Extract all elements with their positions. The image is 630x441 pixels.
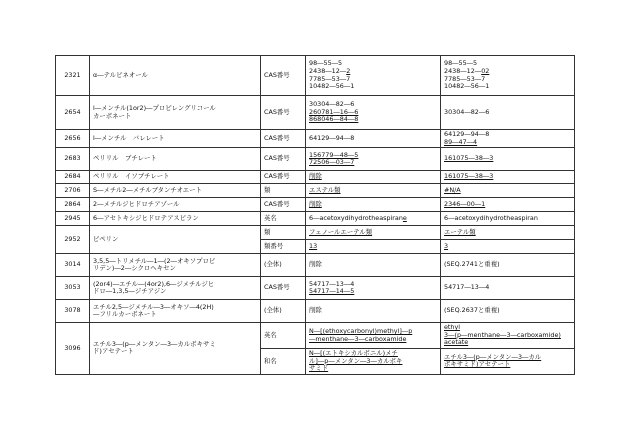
cell-text-underlined: 868046―84―8 [309, 115, 359, 124]
substance-name-cell [90, 96, 261, 130]
substance-name-cell [90, 212, 261, 226]
before-value-cell [306, 300, 441, 323]
cell-text: 7785―53―7 [444, 74, 486, 83]
cell-line [309, 336, 437, 344]
substance-name-line: ド)アセテート [93, 347, 134, 356]
cell-text: 6―acetoxydihydrotheaspiran [309, 213, 403, 222]
cell-text: 54717―13―4 [309, 279, 355, 288]
cell-line [444, 187, 571, 195]
cell-line [309, 288, 437, 296]
cell-text: 64129―94―8 [309, 133, 355, 142]
seq-number-cell: 3014 [56, 254, 90, 277]
table-body [56, 56, 575, 375]
seq-number-cell: 2684 [56, 171, 90, 184]
item-label-cell: 英名 [261, 212, 306, 226]
after-value-cell [441, 96, 575, 130]
cell-text-underlined: N―[(ethoxycarbonyl)methyl]―p [309, 326, 413, 335]
seq-number-cell: 2952 [56, 226, 90, 254]
cell-text: 10482―56―1 [309, 82, 355, 91]
before-value-cell [306, 348, 441, 374]
substance-name-cell [90, 300, 261, 323]
cell-text: (SEQ.2637と重複) [444, 306, 500, 315]
cell-text-underlined: サミド [309, 364, 329, 373]
before-value-cell [306, 212, 441, 226]
cell-text-underlined: #N/A [444, 185, 461, 194]
after-value-cell [441, 348, 575, 374]
cell-text: 2438―12― [309, 66, 347, 75]
before-value-cell [306, 148, 441, 171]
item-label-cell: 類 [261, 226, 306, 240]
substance-name-line: 6―アセトキシジヒドロテアスピラン [93, 213, 199, 222]
after-value-cell [441, 148, 575, 171]
substance-name-line: ペリリル ブチレート [93, 154, 157, 163]
cell-text-underlined: ―menthane―3―carboxamide [309, 334, 407, 343]
cell-line [309, 229, 437, 237]
after-value-cell [441, 323, 575, 349]
substance-name-cell [90, 198, 261, 212]
cell-text-underlined: ル]―p―メンタン―3―カルボキ [309, 356, 403, 365]
substance-name-line: リデン)―2―シクロヘキセン [93, 264, 176, 273]
cell-text-underlined: 3―(p―menthane―3―carboxamide) [444, 330, 561, 339]
cell-line [309, 83, 437, 91]
cell-text: (SEQ.2741と重複) [444, 260, 500, 269]
before-value-cell [306, 171, 441, 184]
cell-line [309, 365, 437, 373]
item-label-cell: 類 [261, 184, 306, 198]
cell-text-underlined: 161075―38―3 [444, 172, 494, 181]
cell-line [444, 155, 571, 163]
cell-line [309, 173, 437, 181]
table-row [56, 130, 575, 148]
seq-number-cell: 2945 [56, 212, 90, 226]
cell-line [444, 361, 571, 369]
substance-name-cell [90, 171, 261, 184]
before-value-cell [306, 226, 441, 240]
cell-text-underlined: エステル類 [309, 185, 341, 194]
seq-number-cell: 2656 [56, 130, 90, 148]
cell-text-underlined: エチル3―(p―メンタン―3―カル [444, 352, 542, 361]
cell-text-underlined: エーテル類 [444, 227, 476, 236]
table-row [56, 226, 575, 240]
cell-text: 54717―13―4 [444, 283, 490, 292]
after-value-cell [441, 130, 575, 148]
table-row [56, 212, 575, 226]
table-row [56, 277, 575, 300]
substance-name-cell [90, 323, 261, 375]
correction-table-page [55, 55, 574, 375]
cell-line [444, 139, 571, 147]
item-label-cell: CAS番号 [261, 96, 306, 130]
item-label-cell: CAS番号 [261, 148, 306, 171]
cell-text-underlined: フェノールエーテル類 [309, 227, 373, 236]
cell-line [309, 116, 437, 124]
substance-name-cell [90, 148, 261, 171]
cell-text: 削除 [309, 260, 322, 269]
cell-line [309, 358, 437, 366]
after-value-cell [441, 212, 575, 226]
seq-number-cell: 2683 [56, 148, 90, 171]
before-value-cell [306, 254, 441, 277]
seq-number-cell: 2321 [56, 56, 90, 96]
after-value-cell [441, 198, 575, 212]
substance-name-line: l―メンチル バレレート [93, 133, 165, 142]
item-label-cell: CAS番号 [261, 198, 306, 212]
cell-text-underlined: 2346―00―1 [444, 199, 486, 208]
substance-name-cell [90, 277, 261, 300]
seq-number-cell: 2864 [56, 198, 90, 212]
substance-name-line: ―フリルカーボネート [93, 310, 157, 319]
cell-line [444, 83, 571, 91]
before-value-cell [306, 130, 441, 148]
cell-text-underlined: acetate [444, 338, 469, 347]
cell-text-underlined: 156779―48―5 [309, 150, 359, 159]
table-row [56, 148, 575, 171]
cell-text-underlined: ethyl [444, 323, 461, 332]
substance-name-line: S―メチル2―メチルブタンチオエート [93, 185, 202, 194]
before-value-cell [306, 277, 441, 300]
cell-text-underlined: 13 [309, 241, 318, 250]
table-row [56, 56, 575, 96]
substance-name-cell [90, 184, 261, 198]
table-row [56, 171, 575, 184]
cell-text-underlined: 54717―14―5 [309, 287, 355, 296]
cell-text: 30304―82―6 [309, 100, 355, 109]
item-label-cell: 和名 [261, 348, 306, 374]
cell-line [309, 187, 437, 195]
cell-line [309, 135, 437, 143]
item-label-cell: CAS番号 [261, 277, 306, 300]
cell-line [444, 201, 571, 209]
substance-name-line: ピペリン [93, 234, 119, 243]
cell-line [444, 229, 571, 237]
cell-text-underlined: 260781―16―6 [309, 107, 359, 116]
cell-line [444, 215, 571, 223]
table-row [56, 198, 575, 212]
substance-name-line: 2―メチルジヒドロチアゾール [93, 199, 180, 208]
substance-name-line: エチル2,5―ジメチル―3―オキソ―4(2H) [93, 302, 214, 311]
after-value-cell [441, 184, 575, 198]
cell-line [309, 159, 437, 167]
cell-text-underlined: 2 [346, 66, 351, 75]
after-value-cell [441, 56, 575, 96]
after-value-cell [441, 300, 575, 323]
cell-line [444, 339, 571, 347]
substance-name-cell [90, 56, 261, 96]
table-row [56, 96, 575, 130]
cell-text: 98―55―5 [309, 59, 343, 68]
cell-text-underlined: 161075―38―3 [444, 154, 494, 163]
cell-text: 10482―56―1 [444, 82, 490, 91]
cell-text: 6―acetoxydihydrotheaspiran [444, 213, 538, 222]
cell-text: 2438―12― [444, 66, 482, 75]
before-value-cell [306, 184, 441, 198]
cell-text-underlined: 3 [444, 241, 449, 250]
cell-line [309, 261, 437, 269]
substance-name-line: エチル3―(p―メンタン―3―カルボキサミ [93, 339, 216, 348]
substance-name-cell [90, 226, 261, 254]
substance-name-line: カーボネート [93, 111, 132, 120]
cell-line [444, 173, 571, 181]
table-row [56, 300, 575, 323]
item-label-cell: (全体) [261, 300, 306, 323]
substance-name-cell [90, 254, 261, 277]
cell-text: 64129―94―8 [444, 130, 490, 138]
cell-text-underlined: 削除 [309, 199, 322, 208]
before-value-cell [306, 96, 441, 130]
cell-text-underlined: 02 [481, 66, 490, 75]
table-row [56, 323, 575, 349]
item-label-cell: 類番号 [261, 240, 306, 254]
before-value-cell [306, 198, 441, 212]
cell-text-underlined: e [402, 213, 407, 222]
seq-number-cell: 2706 [56, 184, 90, 198]
cell-line [444, 243, 571, 251]
after-value-cell [441, 254, 575, 277]
cell-text: 98―55―5 [444, 59, 478, 68]
seq-number-cell: 3096 [56, 323, 90, 375]
seq-number-cell: 3053 [56, 277, 90, 300]
cell-line [309, 215, 437, 223]
item-label-cell: (全体) [261, 254, 306, 277]
substance-name-line: ドロ―1,3,5―ジチアジン [93, 287, 167, 296]
cell-text-underlined: 削除 [309, 172, 322, 181]
cell-text-underlined: 89―47―4 [444, 137, 478, 146]
substance-name-line: (2or4)―エチル―(4or2),6―ジメチルジヒ [93, 279, 215, 288]
before-value-cell [306, 323, 441, 349]
cell-line [444, 307, 571, 315]
item-label-cell: CAS番号 [261, 171, 306, 184]
correction-table [55, 55, 575, 375]
seq-number-cell: 2654 [56, 96, 90, 130]
item-label-cell: 英名 [261, 323, 306, 349]
cell-line [309, 307, 437, 315]
substance-name-line: ペリリル イソブチレート [93, 172, 170, 181]
item-label-cell: CAS番号 [261, 130, 306, 148]
cell-text-underlined: N―[(エトキシカルボニル)メチ [309, 348, 398, 357]
cell-text: 7785―53―7 [309, 74, 351, 83]
cell-line [309, 243, 437, 251]
after-value-cell [441, 277, 575, 300]
seq-number-cell: 3078 [56, 300, 90, 323]
cell-line [309, 201, 437, 209]
cell-line [444, 284, 571, 292]
item-label-cell: CAS番号 [261, 56, 306, 96]
cell-line [444, 109, 571, 117]
table-row [56, 184, 575, 198]
after-value-cell [441, 226, 575, 240]
cell-text: 削除 [309, 306, 322, 315]
after-value-cell [441, 171, 575, 184]
cell-text: 30304―82―6 [444, 107, 490, 116]
before-value-cell [306, 56, 441, 96]
cell-line [444, 261, 571, 269]
cell-text-underlined: ボキサミド)アセテート [444, 360, 511, 369]
before-value-cell [306, 240, 441, 254]
substance-name-cell [90, 130, 261, 148]
after-value-cell [441, 240, 575, 254]
substance-name-line: 3,5,5―トリメチル―1―(2―オキソプロピ [93, 256, 216, 265]
cell-text-underlined: 72506―03―7 [309, 158, 355, 167]
table-row [56, 254, 575, 277]
substance-name-line: α―テルピネオール [93, 70, 148, 79]
substance-name-line: l―メンチル(1or2)―プロピレングリコール [93, 103, 216, 112]
